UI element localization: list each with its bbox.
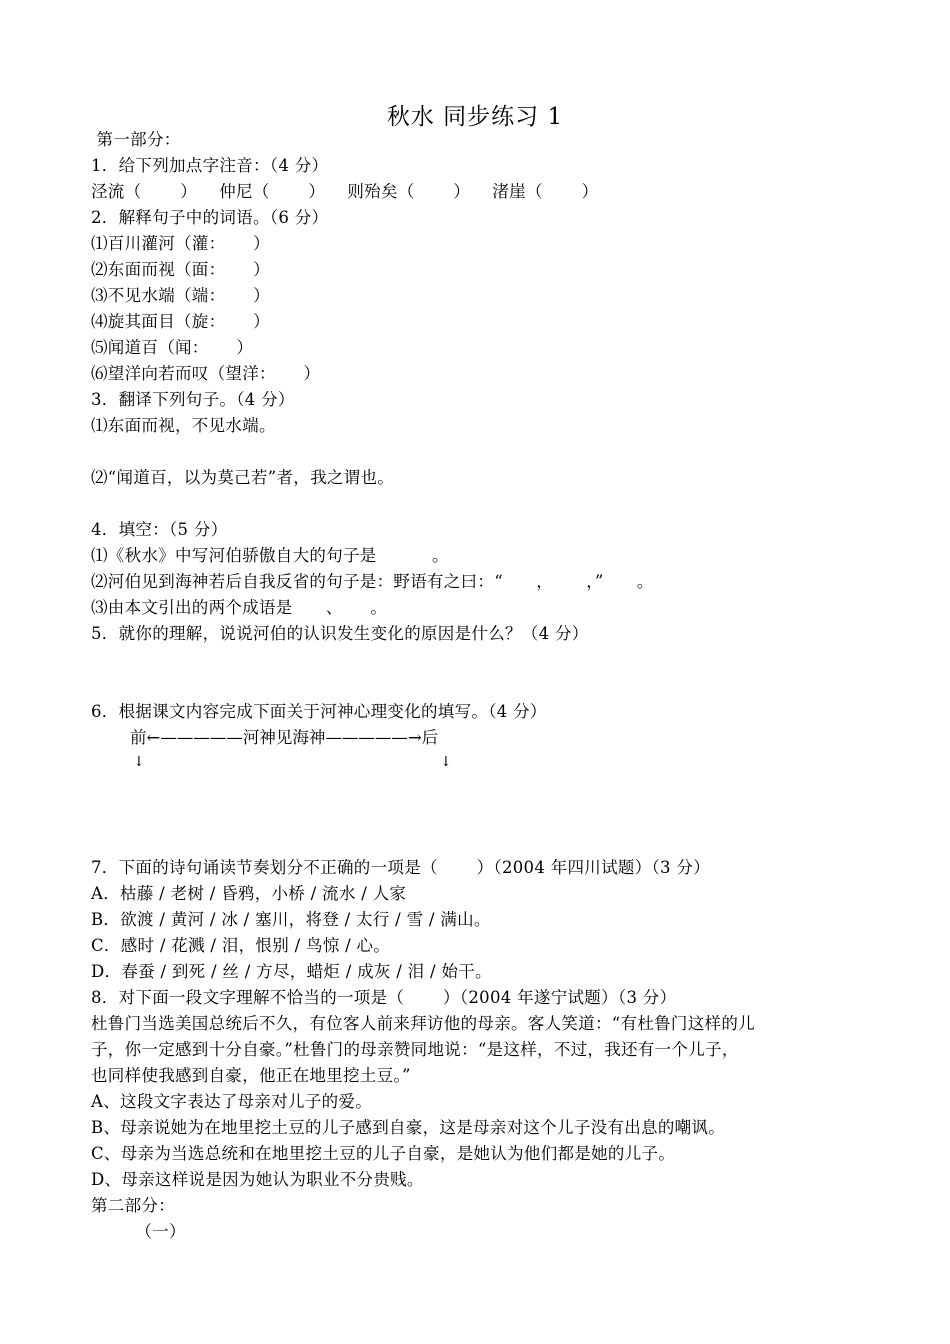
question-5: 5．就你的理解，说说河伯的认识发生变化的原因是什么？（4 分） [91, 624, 589, 643]
question-4-item-3: ⑶由本文引出的两个成语是 、 。 [91, 598, 388, 617]
question-1: 1．给下列加点字注音：（4 分） [91, 156, 329, 175]
question-7-option-d: D．春蚕 / 到死 / 丝 / 方尽，蜡炬 / 成灰 / 泪 / 始干。 [91, 962, 492, 981]
passage-line-1: 杜鲁门当选美国总统后不久，有位客人前来拜访他的母亲。客人笑道：“有杜鲁门这样的儿 [91, 1014, 755, 1033]
question-3: 3．翻译下列句子。（4 分） [91, 390, 295, 409]
question-2-item-4: ⑷旋其面目（旋： ） [91, 312, 270, 331]
document-title: 秋水 同步练习 1 [386, 104, 564, 130]
question-3-item-2: ⑵“闻道百，以为莫己若”者，我之谓也。 [91, 468, 395, 487]
question-7: 7．下面的诗句诵读节奏划分不正确的一项是（ ）（2004 年四川试题）（3 分） [91, 858, 710, 877]
mind-change-diagram: 前←—————河神见海神—————→后 [130, 728, 439, 747]
question-2-item-3: ⑶不见水端（端： ） [91, 286, 270, 305]
question-8: 8．对下面一段文字理解不恰当的一项是（ ）（2004 年遂宁试题）（3 分） [91, 988, 677, 1007]
passage-line-2: 子，你一定感到十分自豪。”杜鲁门的母亲赞同地说：“是这样，不过，我还有一个儿子， [91, 1040, 739, 1059]
question-3-item-1: ⑴东面而视，不见水端。 [91, 416, 276, 435]
question-2-item-6: ⑹望洋向若而叹（望洋： ） [91, 364, 321, 383]
part-one-heading: 第一部分： [91, 130, 181, 149]
passage-line-3: 也同样使我感到自豪，他正在地里挖土豆。” [91, 1066, 411, 1085]
down-arrow-icon: ↓ [133, 754, 145, 770]
question-2-item-2: ⑵东面而视（面： ） [91, 260, 270, 279]
question-7-option-a: A．枯藤 / 老树 / 昏鸦，小桥 / 流水 / 人家 [91, 884, 407, 903]
question-2-item-1: ⑴百川灌河（灌： ） [91, 234, 270, 253]
question-4-item-1: ⑴《秋水》中写河伯骄傲自大的句子是 。 [91, 546, 449, 565]
question-8-option-b: B、母亲说她为在地里挖土豆的儿子感到自豪，这是母亲对这个儿子没有出息的嘲讽。 [91, 1118, 726, 1137]
question-7-option-b: B．欲渡 / 黄河 / 冰 / 塞川，将登 / 太行 / 雪 / 满山。 [91, 910, 491, 929]
part-two-heading: 第二部分： [91, 1196, 175, 1215]
question-8-option-a: A、这段文字表达了母亲对儿子的爱。 [91, 1092, 373, 1111]
question-6: 6．根据课文内容完成下面关于河神心理变化的填写。（4 分） [91, 702, 547, 721]
down-arrow-icon: ↓ [440, 754, 452, 770]
question-4: 4．填空：（5 分） [91, 520, 228, 539]
question-2: 2．解释句子中的词语。（6 分） [91, 208, 329, 227]
section-one-heading: （一） [91, 1222, 186, 1241]
question-8-option-c: C、母亲为当选总统和在地里挖土豆的儿子自豪，是她认为他们都是她的儿子。 [91, 1144, 676, 1163]
question-1-items: 泾流（ ） 仲尼（ ） 则殆矣（ ） 渚崖（ ） [91, 182, 599, 201]
question-7-option-c: C．感时 / 花溅 / 泪，恨别 / 鸟惊 / 心。 [91, 936, 391, 955]
question-4-item-2: ⑵河伯见到海神若后自我反省的句子是：野语有之曰：“ ， ，” 。 [91, 572, 654, 591]
question-8-option-d: D、母亲这样说是因为她认为职业不分贵贱。 [91, 1170, 424, 1189]
question-2-item-5: ⑸闻道百（闻： ） [91, 338, 254, 357]
